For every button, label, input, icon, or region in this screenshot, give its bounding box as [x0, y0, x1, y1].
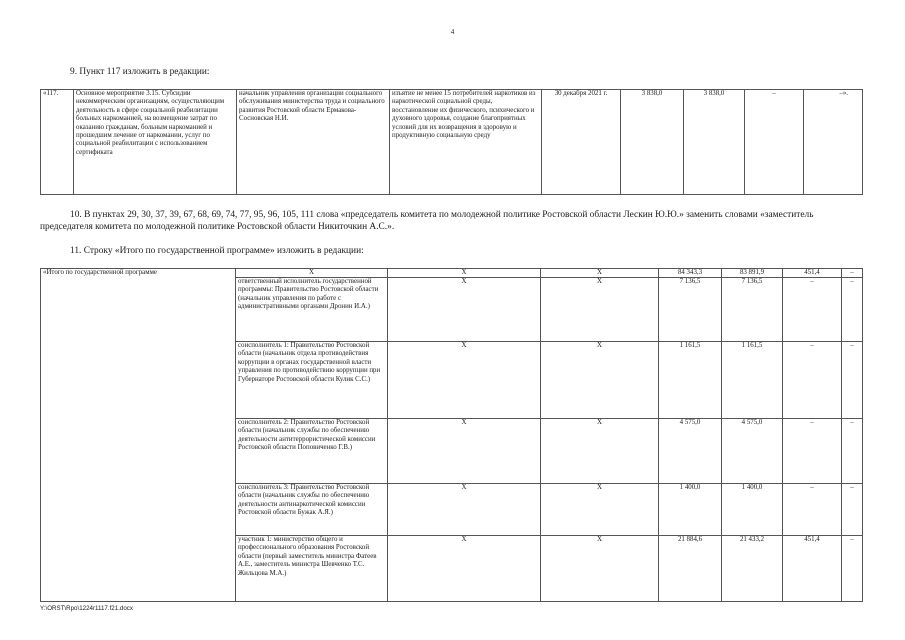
value-federal: – [783, 484, 842, 536]
result-cell: изъятие не менее 15 потребителей наркотиков из наркотической социальной среды, восстановление их физического, психического и духовного здоровья, создание благоприятных условий для их возвращения в здоровую и продуктивную социальную среду [390, 90, 542, 195]
table-item-117 [40, 89, 863, 195]
x-cell: X [541, 269, 659, 278]
value-regional: 4 575,0 [722, 419, 783, 484]
value-federal: – [783, 342, 842, 419]
paragraph-9: 9. Пункт 117 изложить в редакции: [70, 67, 210, 77]
footer-file-path: Y:\ORST\Rpo\1224r1117.f21.docx [40, 605, 133, 612]
table-row [41, 269, 863, 278]
executor-cell: соисполнитель 2: Правительство Ростовской области (начальник службы по обеспечению деятельности антитеррористической комиссии Ростовской области Поповиченко Г.В.) [236, 419, 388, 484]
date-cell: 30 декабря 2021 г. [542, 90, 621, 195]
executor-cell: соисполнитель 1: Правительство Ростовской области (начальник отдела противодействия коррупции в органах государственной власти управления по противодействию коррупции при Губернаторе Ростовской области Кулик С.С.) [236, 342, 388, 419]
value-other: –». [804, 90, 863, 195]
value-regional: 7 136,5 [722, 278, 783, 342]
value-federal: 451,4 [783, 269, 842, 278]
value-regional: 3 838,0 [684, 90, 745, 195]
value-other: – [842, 342, 863, 419]
value-federal: – [783, 278, 842, 342]
x-cell: X [541, 419, 659, 484]
x-cell: X [541, 536, 659, 602]
paragraph-11: 11. Строку «Итого по государственной программе» изложить в редакции: [70, 246, 364, 256]
responsible-cell: начальник управления организации социального обслуживания министерства труда и социального развития Ростовской области Ермакова-Сосновская Н.И. [237, 90, 390, 195]
value-regional: 83 891,9 [722, 269, 783, 278]
value-other: – [842, 278, 863, 342]
page-number: 4 [450, 28, 455, 36]
x-cell: X [541, 278, 659, 342]
executor-cell: ответственный исполнитель государственной программы: Правительство Ростовской области (начальник управления по работе с административными органами Дронин И.А.) [236, 278, 388, 342]
x-cell: X [388, 342, 541, 419]
value-total: 21 884,6 [659, 536, 722, 602]
value-total: 7 136,5 [659, 278, 722, 342]
row-number: «117. [41, 90, 74, 195]
value-federal: 451,4 [783, 536, 842, 602]
value-regional: 1 400,0 [722, 484, 783, 536]
x-cell: X [388, 419, 541, 484]
value-regional: 1 161,5 [722, 342, 783, 419]
total-title-cell: «Итого по государственной программе [41, 269, 236, 602]
value-other: – [842, 484, 863, 536]
executor-cell: участник 1: министерство общего и профессионального образования Ростовской области (первый заместитель министра Фатеев А.Е., заместитель министра Шевченко Т.С. Жильцова М.А.) [236, 536, 388, 602]
value-total: 84 343,3 [659, 269, 722, 278]
executor-cell: X [236, 269, 388, 278]
x-cell: X [388, 278, 541, 342]
table-row [41, 90, 863, 195]
value-other: – [842, 536, 863, 602]
paragraph-10: 10. В пунктах 29, 30, 37, 39, 67, 68, 69, 74, 77, 95, 96, 105, 111 слова «председатель комитета по молодежной политике Ростовской области Лескин Ю.Ю.» заменить словами «заместитель председателя комитета по молодежной политике Ростовской области Никиточкин А.С.». [40, 210, 814, 232]
value-federal: – [745, 90, 804, 195]
value-total: 1 161,5 [659, 342, 722, 419]
value-total: 1 400,0 [659, 484, 722, 536]
value-total: 4 575,0 [659, 419, 722, 484]
event-cell: Основное мероприятие 3.15. Субсидии некоммерческим организациям, осуществляющим деятельность в сфере социальной реабилитации больных наркоманией, на возмещение затрат по оказанию гражданам, больным наркоманией и прошедшим лечение от наркомании, услуг по социальной реабилитации с использованием сертификата [74, 90, 237, 195]
executor-cell: соисполнитель 3: Правительство Ростовской области (начальник службы по обеспечению деятельности антинаркотической комиссии Ростовской области Бужак А.Я.) [236, 484, 388, 536]
x-cell: X [388, 536, 541, 602]
value-federal: – [783, 419, 842, 484]
value-regional: 21 433,2 [722, 536, 783, 602]
table-program-total [40, 268, 863, 602]
value-other: – [842, 269, 863, 278]
x-cell: X [388, 269, 541, 278]
x-cell: X [388, 484, 541, 536]
value-total: 3 838,0 [621, 90, 684, 195]
x-cell: X [541, 484, 659, 536]
x-cell: X [541, 342, 659, 419]
value-other: – [842, 419, 863, 484]
